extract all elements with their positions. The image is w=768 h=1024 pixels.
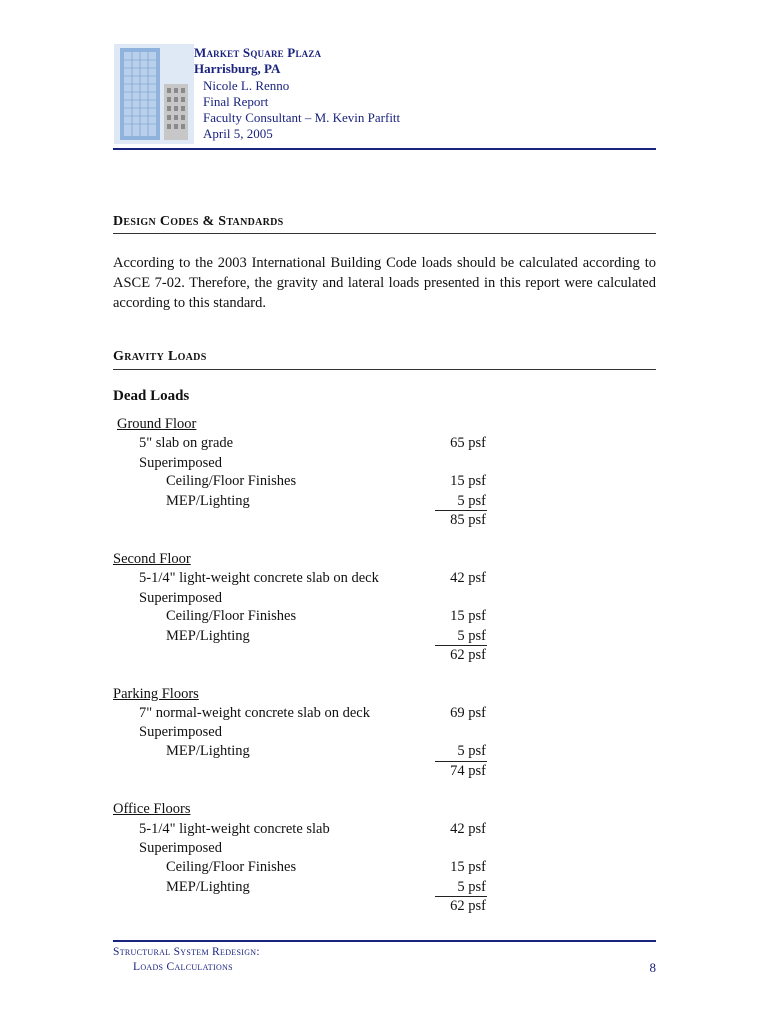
sum-line xyxy=(435,896,487,897)
section-heading-design-codes: Design Codes & Standards xyxy=(113,214,284,229)
load-label: MEP/Lighting xyxy=(166,493,250,509)
load-value: 5 psf xyxy=(457,879,486,895)
load-label: Superimposed xyxy=(139,840,222,856)
dead-loads-heading: Dead Loads xyxy=(113,388,190,404)
load-total: 62 psf xyxy=(450,898,486,914)
author: Nicole L. Renno xyxy=(203,78,290,93)
load-label: 7" normal-weight concrete slab on deck xyxy=(139,705,370,721)
footer-title: Structural System Redesign: xyxy=(113,946,260,958)
floor-heading-second: Second Floor xyxy=(113,551,191,567)
load-label: 5-1/4" light-weight concrete slab on deck xyxy=(139,570,379,586)
load-label: 5" slab on grade xyxy=(139,435,234,451)
floor-heading-office: Office Floors xyxy=(113,801,191,817)
footer-subtitle: Loads Calculations xyxy=(133,961,233,973)
load-label: Ceiling/Floor Finishes xyxy=(166,473,297,489)
building-logo xyxy=(114,44,194,144)
load-value: 15 psf xyxy=(450,473,486,489)
footer-divider xyxy=(113,940,656,942)
report-date: April 5, 2005 xyxy=(203,126,273,141)
load-value: 42 psf xyxy=(450,570,486,586)
load-value: 69 psf xyxy=(450,705,486,721)
load-value: 65 psf xyxy=(450,435,486,451)
section-rule xyxy=(113,369,656,370)
load-value: 5 psf xyxy=(457,628,486,644)
load-value: 5 psf xyxy=(457,493,486,509)
project-city: Harrisburg, PA xyxy=(194,61,281,76)
section-heading-gravity-loads: Gravity Loads xyxy=(113,349,207,364)
design-codes-paragraph: According to the 2003 International Building Code loads should be calculated according to ASCE 7-02. Therefore, the gravity and lateral loads presented in this report were calculated according to this standard. xyxy=(113,255,656,311)
load-label: MEP/Lighting xyxy=(166,628,250,644)
load-label: 5-1/4" light-weight concrete slab xyxy=(139,821,330,837)
page-number: 8 xyxy=(649,960,656,975)
project-title: Market Square Plaza xyxy=(194,45,322,60)
consultant: Faculty Consultant – M. Kevin Parfitt xyxy=(203,110,401,125)
load-label: Superimposed xyxy=(139,724,222,740)
sum-line xyxy=(435,510,487,511)
load-label: Superimposed xyxy=(139,590,222,606)
load-value: 42 psf xyxy=(450,821,486,837)
sum-line xyxy=(435,645,487,646)
load-total: 85 psf xyxy=(450,512,486,528)
load-value: 15 psf xyxy=(450,608,486,624)
floor-heading-ground: Ground Floor xyxy=(117,416,197,432)
sum-line xyxy=(435,761,487,762)
load-total: 62 psf xyxy=(450,647,486,663)
load-label: Ceiling/Floor Finishes xyxy=(166,859,297,875)
floor-heading-parking: Parking Floors xyxy=(113,686,199,702)
report-type: Final Report xyxy=(203,94,269,109)
section-rule xyxy=(113,233,656,234)
load-value: 15 psf xyxy=(450,859,486,875)
load-total: 74 psf xyxy=(450,763,486,779)
load-label: Ceiling/Floor Finishes xyxy=(166,608,297,624)
header-divider xyxy=(113,148,656,150)
load-value: 5 psf xyxy=(457,743,486,759)
load-label: Superimposed xyxy=(139,455,222,471)
load-label: MEP/Lighting xyxy=(166,743,250,759)
load-label: MEP/Lighting xyxy=(166,879,250,895)
